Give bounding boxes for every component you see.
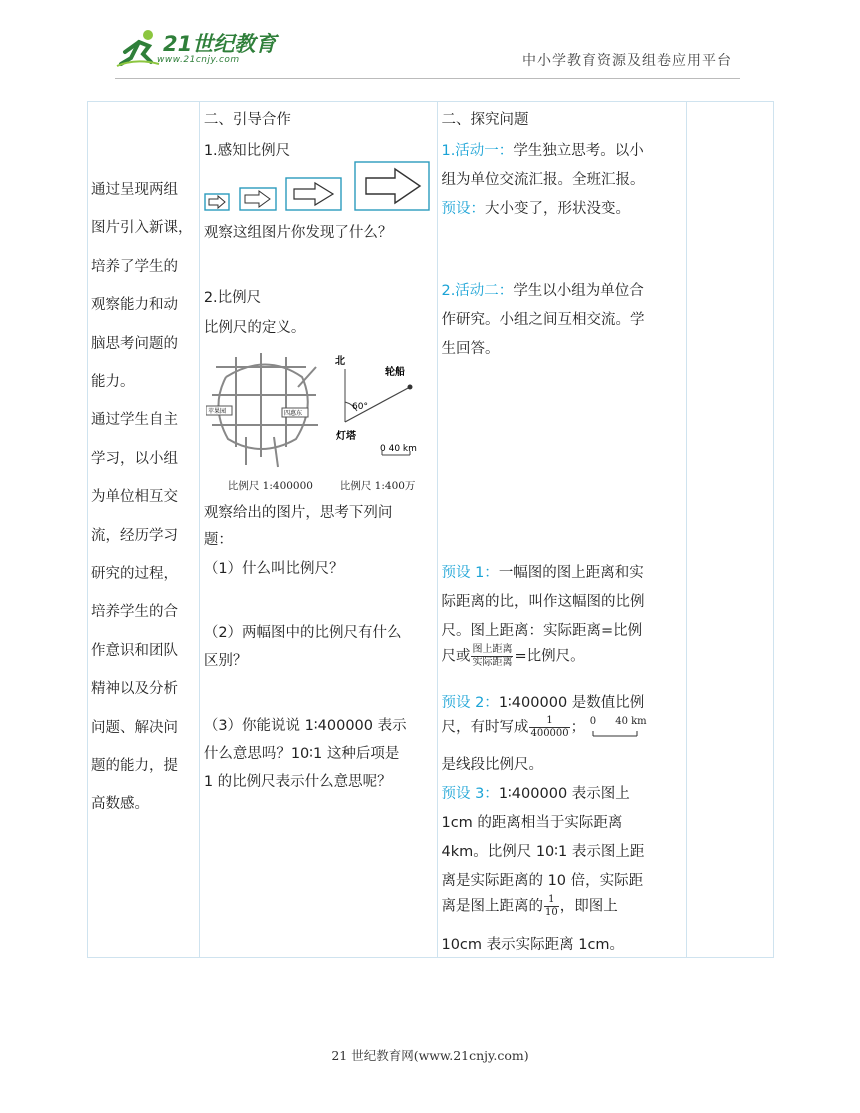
- activity-1-line1: [441, 139, 643, 160]
- notes-cell: [687, 102, 774, 958]
- logo: [115, 28, 285, 72]
- section-heading: 二、引导合作: [203, 112, 291, 128]
- preset-1-text: 一幅图的图上距离和实: [498, 565, 644, 581]
- subway-map-figure: [206, 347, 324, 477]
- fraction-denominator: 10: [544, 907, 558, 918]
- observe-question: 观察这组图片你发现了什么？: [203, 225, 393, 241]
- scale-fraction: [471, 644, 513, 669]
- logo-text: 21世纪教育: [163, 32, 277, 56]
- page-footer: 21 世纪教育网(www.21cnjy.com): [331, 1048, 529, 1063]
- question-3-line3: 1 的比例尺表示什么意思呢？: [203, 774, 392, 790]
- design-intent-line: 流，经历学习: [91, 527, 178, 544]
- preset-3-text: 1∶400000 表示图上: [498, 786, 630, 802]
- design-intent-line: 脑思考问题的: [91, 335, 178, 352]
- design-intent-line: 高数感。: [91, 796, 149, 813]
- preset-3-line6: 10cm 表示实际距离 1cm。: [441, 937, 625, 953]
- preset-1-line4: [441, 644, 584, 669]
- tenth-fraction: [544, 894, 559, 919]
- question-2-line2: 区别？: [203, 653, 248, 669]
- preset-2-text: 1∶400000 是数值比例: [498, 695, 645, 711]
- page-header: [0, 0, 860, 90]
- design-intent-line: 培养了学生的: [91, 258, 178, 275]
- subsection-1: 1.感知比例尺: [203, 143, 291, 159]
- lesson-table: [87, 101, 774, 958]
- preset-3-line3: 4km。比例尺 10∶1 表示图上距: [441, 844, 645, 860]
- preset-3-line4: 离是实际距离的 10 倍，实际距: [441, 873, 644, 889]
- preset-2-tag: 预设 2：: [441, 695, 499, 711]
- design-intent-line: 观察能力和动: [91, 297, 178, 314]
- segment-scale-label: 0 40 km: [379, 444, 417, 454]
- design-intent-line: 问题、解决问: [91, 719, 178, 736]
- segment-scale-bar: [590, 729, 656, 739]
- design-intent-line: 作意识和团队: [91, 642, 178, 659]
- teacher-activity-cell: [199, 102, 438, 958]
- question-1: （1）什么叫比例尺？: [203, 561, 344, 577]
- activity-2-text: 学生以小组为单位合: [513, 283, 644, 299]
- preset-1-tag: 预设 1：: [441, 565, 499, 581]
- map2-scale-label: 比例尺 1:400万: [339, 480, 416, 492]
- preset-2-line3: 是线段比例尺。: [441, 757, 543, 773]
- preset-1-tail: =比例尺。: [514, 648, 585, 665]
- fraction-numerator: 图上距离: [472, 644, 513, 655]
- activity-2-tag: 2.活动二：: [441, 283, 514, 299]
- student-activity-cell: [438, 102, 687, 958]
- design-intent-line: 培养学生的合: [91, 604, 178, 621]
- design-intent-line: 通过学生自主: [91, 412, 178, 429]
- preset-0-tag: 预设：: [441, 201, 485, 217]
- segment-scale-text: 0 40 km: [589, 715, 647, 727]
- design-intent-line: 精神以及分析: [91, 681, 178, 698]
- logo-url: www.21cnjy.com: [157, 55, 240, 65]
- activity-1-text: 学生独立思考。以小: [513, 143, 644, 159]
- preset-1-line2: 际距离的比，叫作这幅图的比例: [441, 594, 645, 610]
- lighthouse-label: 灯塔: [335, 431, 356, 442]
- preset-3-line1: [441, 782, 629, 803]
- preset-2-text2: 尺，有时写成: [441, 719, 529, 736]
- map1-scale-label: 比例尺 1:400000: [227, 480, 313, 492]
- definition-text: 比例尺的定义。: [203, 320, 306, 336]
- fraction-denominator: 实际距离: [472, 657, 513, 668]
- preset-0-text: 大小变了，形状没变。: [484, 201, 630, 217]
- observe2-line1: 观察给出的图片，思考下列问: [203, 505, 393, 521]
- design-intent-line: 图片引入新课，: [91, 220, 193, 237]
- preset-2-line1: [441, 691, 644, 712]
- semicolon: ；: [570, 719, 586, 736]
- preset-3-line2: 1cm 的距离相当于实际距离: [441, 815, 623, 831]
- design-intent-line: 能力。: [91, 374, 135, 390]
- fraction-denominator: 400000: [530, 728, 569, 739]
- preset-1-line3: 尺。图上距离：实际距离=比例: [441, 623, 643, 639]
- angle-label: 60°: [351, 402, 368, 412]
- fraction-numerator: 1: [529, 715, 569, 728]
- map-station-left: 苹果园: [207, 408, 226, 415]
- north-label: 北: [334, 356, 345, 367]
- preset-3-text5: 离是图上距离的: [441, 898, 543, 915]
- preset-3-tag: 预设 3：: [441, 786, 499, 802]
- design-intent-line: 通过呈现两组: [91, 182, 178, 198]
- section-heading: 二、探究问题: [441, 112, 529, 128]
- design-intent-line: 学习，以小组: [91, 450, 178, 467]
- runner-logo-icon: [115, 28, 161, 68]
- activity-1-line2: 组为单位交流汇报。全班汇报。: [441, 172, 645, 188]
- activity-1-tag: 1.活动一：: [441, 143, 514, 159]
- map-station-right: 四惠东: [283, 410, 302, 417]
- header-platform-text: 中小学教育资源及组卷应用平台: [522, 53, 732, 69]
- question-3-line2: 什么意思吗？10∶1 这种后项是: [203, 746, 400, 762]
- observe2-line2: 题：: [203, 532, 233, 548]
- subsection-2: 2.比例尺: [203, 290, 262, 306]
- activity-2-line1: [441, 279, 643, 300]
- activity-2-line3: 生回答。: [441, 341, 500, 357]
- preset-1-line1: [441, 561, 643, 582]
- segment-scale: [590, 716, 656, 740]
- design-intent-line: 研究的过程，: [91, 566, 178, 582]
- activity-2-line2: 作研究。小组之间互相交流。学: [441, 312, 645, 328]
- question-3-line1: （3）你能说说 1∶400000 表示: [203, 718, 407, 734]
- numeric-fraction: [529, 715, 569, 740]
- table-row: [88, 102, 774, 958]
- preset-3-line5: [441, 894, 617, 919]
- preset-2-line2: [441, 715, 655, 740]
- question-2-line1: （2）两幅图中的比例尺有什么: [203, 625, 402, 641]
- fraction-numerator: 1: [544, 894, 559, 907]
- design-intent-line: 题的能力，提: [91, 758, 178, 774]
- design-intent-line: 为单位相互交: [91, 489, 178, 506]
- header-divider: [115, 78, 740, 79]
- lighthouse-bearing-figure: [330, 347, 440, 472]
- ship-label: 轮船: [384, 367, 405, 378]
- preset-0: [441, 197, 630, 218]
- design-intent-cell: [88, 102, 200, 958]
- preset-3-tail: ，即图上: [559, 898, 618, 915]
- arrow-sequence-figure: [203, 160, 435, 218]
- preset-1-or: 尺或: [441, 648, 471, 665]
